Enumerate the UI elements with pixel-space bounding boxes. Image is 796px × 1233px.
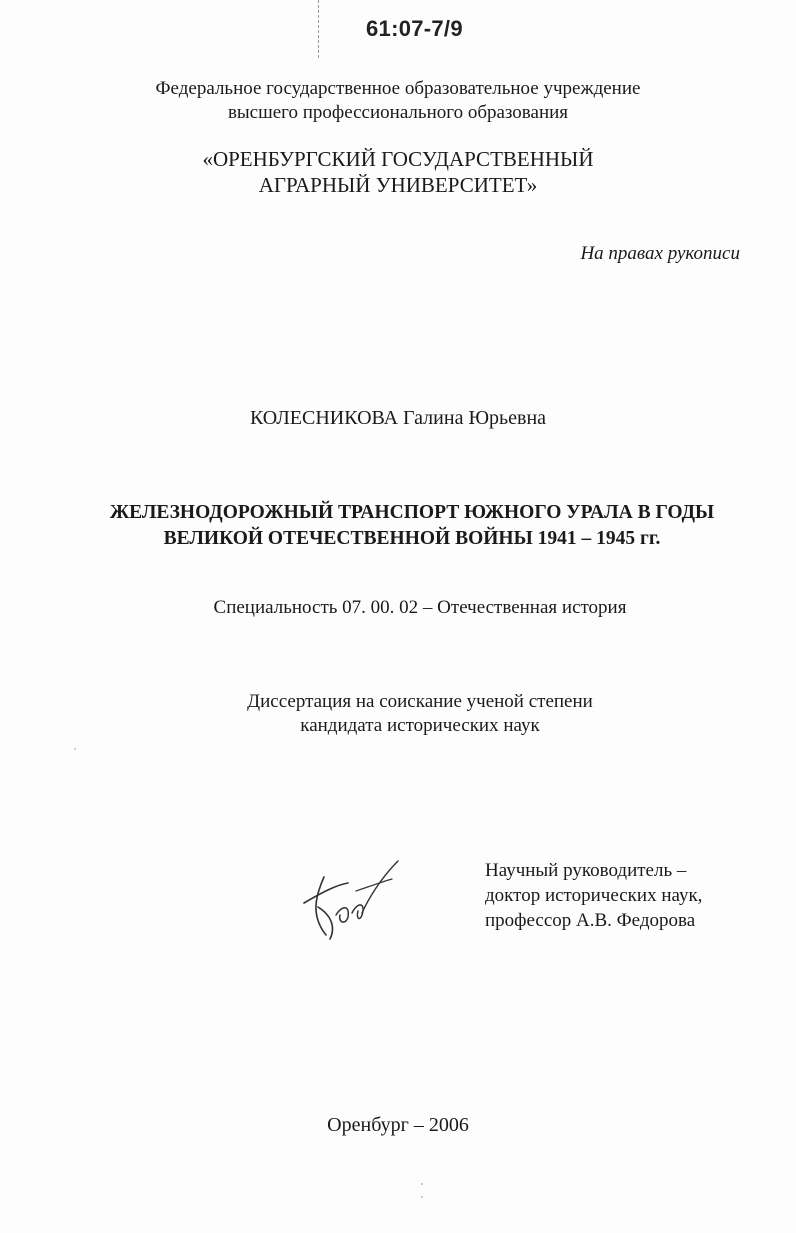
handwritten-signature [296,855,406,945]
advisor-block [485,858,702,933]
university-line-1: «ОРЕНБУРГСКИЙ ГОСУДАРСТВЕННЫЙ [202,147,594,171]
institution-block [0,77,796,125]
manuscript-rights-note: На правах рукописи [580,243,740,264]
archive-stamp: 61:07-7/9 [366,16,463,41]
title-line-2: ВЕЛИКОЙ ОТЕЧЕСТВЕННОЙ ВОЙНЫ 1941 – 1945 гг. [163,528,661,549]
dissertation-title [40,500,784,552]
university-line-2: АГРАРНЫЙ УНИВЕРСИТЕТ» [258,173,538,197]
institution-line-2: высшего профессионального образования [227,102,569,123]
advisor-line-3: профессор А.В. Федорова [485,910,696,931]
advisor-line-1: Научный руководитель – [485,860,687,881]
scan-artifact-line [318,0,319,58]
author-name: КОЛЕСНИКОВА Галина Юрьевна [249,407,547,429]
institution-line-1: Федеральное государственное образовательное учреждение [155,78,641,99]
city-year: Оренбург – 2006 [327,1114,469,1136]
degree-line-2: кандидата исторических наук [300,715,540,736]
scan-speck [421,1183,423,1185]
degree-line-1: Диссертация на соискание ученой степени [247,691,593,712]
degree-block [20,690,796,738]
university-block [0,146,796,198]
scan-speck [421,1196,423,1198]
scan-speck [74,748,76,750]
title-line-1: ЖЕЛЕЗНОДОРОЖНЫЙ ТРАНСПОРТ ЮЖНОГО УРАЛА В ГОДЫ [109,502,715,523]
specialty-line: Специальность 07. 00. 02 – Отечественная история [213,597,627,618]
advisor-line-2: доктор исторических наук, [485,885,703,906]
